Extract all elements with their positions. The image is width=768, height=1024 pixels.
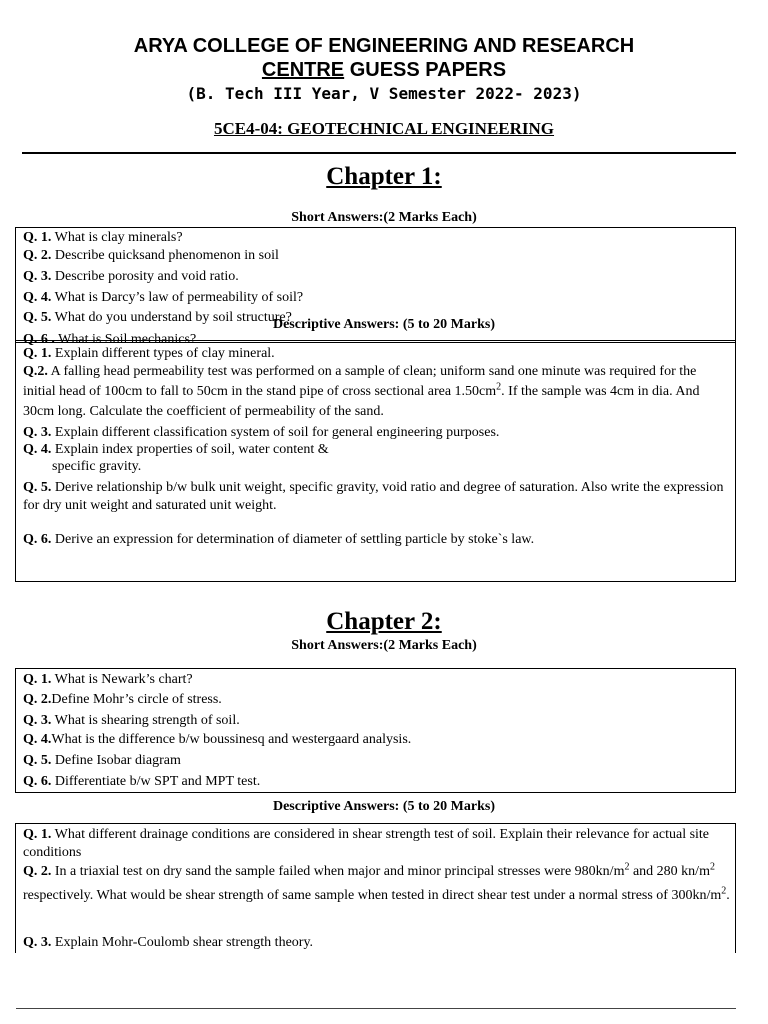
list-item: Q. 3. Explain Mohr-Coulomb shear strength theory. (23, 935, 314, 950)
chapter2-short-heading: Short Answers:(2 Marks Each) (291, 638, 477, 653)
list-item: Q. 3. Describe porosity and void ratio. (23, 269, 239, 284)
list-item: Q. 3. Explain different classification system of soil for general engineering purposes. (23, 425, 500, 440)
list-item: Q. 5. What do you understand by soil structure? (23, 310, 292, 325)
header-divider (22, 152, 736, 154)
college-guess-papers: GUESS PAPERS (344, 59, 507, 81)
list-item: Q. 4.What is the difference b/w boussinesq and westergaard analysis. (23, 732, 412, 747)
college-name-line2 (0, 58, 768, 82)
list-item: Q. 6 . What is Soil mechanics? (23, 332, 197, 347)
list-item: Q. 2.Define Mohr’s circle of stress. (23, 692, 222, 707)
list-item: Q. 6. Derive an expression for determination of diameter of settling particle by stoke`s law. (23, 532, 535, 547)
chapter1-desc-heading: Descriptive Answers: (5 to 20 Marks) (272, 317, 495, 332)
list-item: Q. 2. In a triaxial test on dry sand the sample failed when major and minor principal stresses were $980kn/m^2$ and 280 $kn/m^2$ respectively. What would be shear strength of same sample when tested in direct shear test under a normal stress of $300kn/m^2$. (23, 861, 730, 903)
list-item: Q. 6. Differentiate b/w SPT and MPT test. (23, 774, 261, 789)
list-item: Q. 5. Derive relationship b/w bulk unit weight, specific gravity, void ratio and degree of saturation. Also write the expression for dry unit weight and saturated unit weight. (23, 480, 724, 513)
college-centre-word: CENTRE (261, 59, 345, 81)
course-title: 5CE4-04: GEOTECHNICAL ENGINEERING (213, 119, 555, 138)
footer-divider (16, 1008, 736, 1009)
chapter1-title: Chapter 1: (326, 163, 442, 190)
list-item: Q. 1. What is clay minerals? (23, 230, 183, 245)
college-name-line1: ARYA COLLEGE OF ENGINEERING AND RESEARCH (133, 35, 635, 57)
list-item: Q. 4. Explain index properties of soil, water content & (23, 442, 329, 457)
chapter1-short-heading: Short Answers:(2 Marks Each) (291, 210, 477, 225)
list-item: Q. 3. What is shearing strength of soil. (23, 713, 240, 728)
list-item: Q. 1. What different drainage conditions are considered in shear strength test of soil. Explain their relevance for actual site conditions (23, 827, 710, 860)
list-item: Q. 4. What is Darcy’s law of permeability of soil? (23, 290, 304, 305)
semester-subtitle: (B. Tech III Year, V Semester 2022- 2023) (186, 84, 582, 103)
list-item: Q. 1. What is Newark’s chart? (23, 672, 193, 687)
list-item: Q. 1. Explain different types of clay mineral. (23, 346, 275, 361)
chapter2-title: Chapter 2: (326, 608, 442, 635)
list-item: Q. 5. Define Isobar diagram (23, 753, 181, 768)
list-item: specific gravity. (52, 459, 142, 474)
chapter2-desc-heading: Descriptive Answers: (5 to 20 Marks) (272, 799, 495, 814)
list-item: Q. 2. Describe quicksand phenomenon in soil (23, 248, 279, 263)
list-item: Q.2. A falling head permeability test was performed on a sample of clean; uniform sand one minute was required for the initial head of 100cm to fall to 50cm in the stand pipe of cross sectional area $1.50cm^2$. If the sample was 4cm in dia. And 30cm long. Calculate the coefficient of permeability of the sand. (23, 364, 700, 419)
